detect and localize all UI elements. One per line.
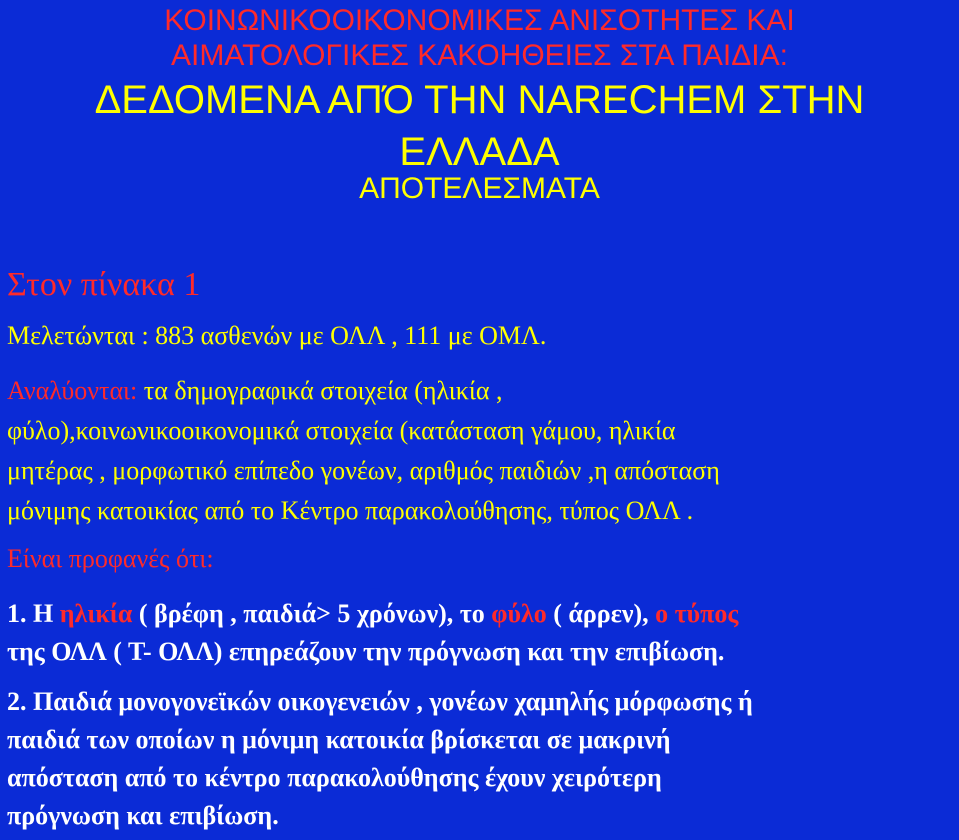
finding-2-line-4: πρόγνωση και επιβίωση. — [7, 801, 279, 830]
title-line-4: ΕΛΛΑΔΑ — [399, 130, 560, 174]
finding-1-sex: φύλο — [491, 599, 547, 628]
title-line-1: ΚΟΙΝΩΝΙΚΟΟΙΚΟΝΟΜΙΚΕΣ ΑΝΙΣΟΤΗΤΕΣ ΚΑΙ — [164, 4, 795, 37]
analysis-line-2: φύλο),κοινωνικοοικονομικά στοιχεία (κατάσταση γάμου, ηλικία — [7, 416, 676, 445]
analysis-line-1 — [7, 371, 720, 411]
finding-1-age-detail: ( βρέφη , παιδιά> 5 χρόνων), το — [132, 599, 492, 628]
finding-2-line-1: 2. Παιδιά μονογονεϊκών οικογενειών , γονέων χαμηλής μόρφωσης ή — [7, 687, 753, 716]
finding-1-type: ο τύπος — [655, 599, 739, 628]
analysis-label: Αναλύονται: — [7, 376, 138, 405]
analysis-paragraph — [7, 371, 720, 531]
finding-1-sex-detail: ( άρρεν), — [546, 599, 656, 628]
analysis-line-4: μόνιμης κατοικίας από το Κέντρο παρακολούθησης, τύπος ΟΛΛ . — [7, 496, 694, 525]
evident-heading: Είναι προφανές ότι: — [7, 544, 214, 573]
analysis-line-3: μητέρας , μορφωτικό επίπεδο γονέων, αριθμός παιδιών ,η απόσταση — [7, 456, 720, 485]
title-line-2: ΑΙΜΑΤΟΛΟΓΙΚΕΣ ΚΑΚΟΗΘΕΙΕΣ ΣΤΑ ΠΑΙΔΙΑ: — [171, 39, 788, 72]
title-line-3: ΔΕΔΟΜΕΝΑ ΑΠΌ ΤΗΝ NARECHEM ΣΤΗΝ — [94, 78, 865, 122]
finding-1 — [7, 595, 738, 671]
finding-1-line-2: της ΟΛΛ ( Τ- ΟΛΛ) επηρεάζουν την πρόγνωση και την επιβίωση. — [7, 637, 725, 666]
finding-2-line-2: παιδιά των οποίων η μόνιμη κατοικία βρίσκεται σε μακρινή — [7, 725, 671, 754]
finding-1-prefix: 1. Η — [7, 599, 60, 628]
table-heading: Στον πίνακα 1 — [7, 266, 201, 303]
finding-1-line-1 — [7, 595, 738, 633]
studied-patients: Μελετώνται : 883 ασθενών με ΟΛΛ , 111 με ΟΜΛ. — [7, 321, 547, 350]
finding-2-line-3: απόσταση από το κέντρο παρακολούθησης έχουν χειρότερη — [7, 763, 662, 792]
results-heading: ΑΠΟΤΕΛΕΣΜΑΤΑ — [359, 172, 600, 205]
analysis-text-1: τα δημογραφικά στοιχεία (ηλικία , — [137, 376, 503, 405]
finding-2 — [7, 683, 753, 835]
finding-1-age: ηλικία — [59, 599, 133, 628]
